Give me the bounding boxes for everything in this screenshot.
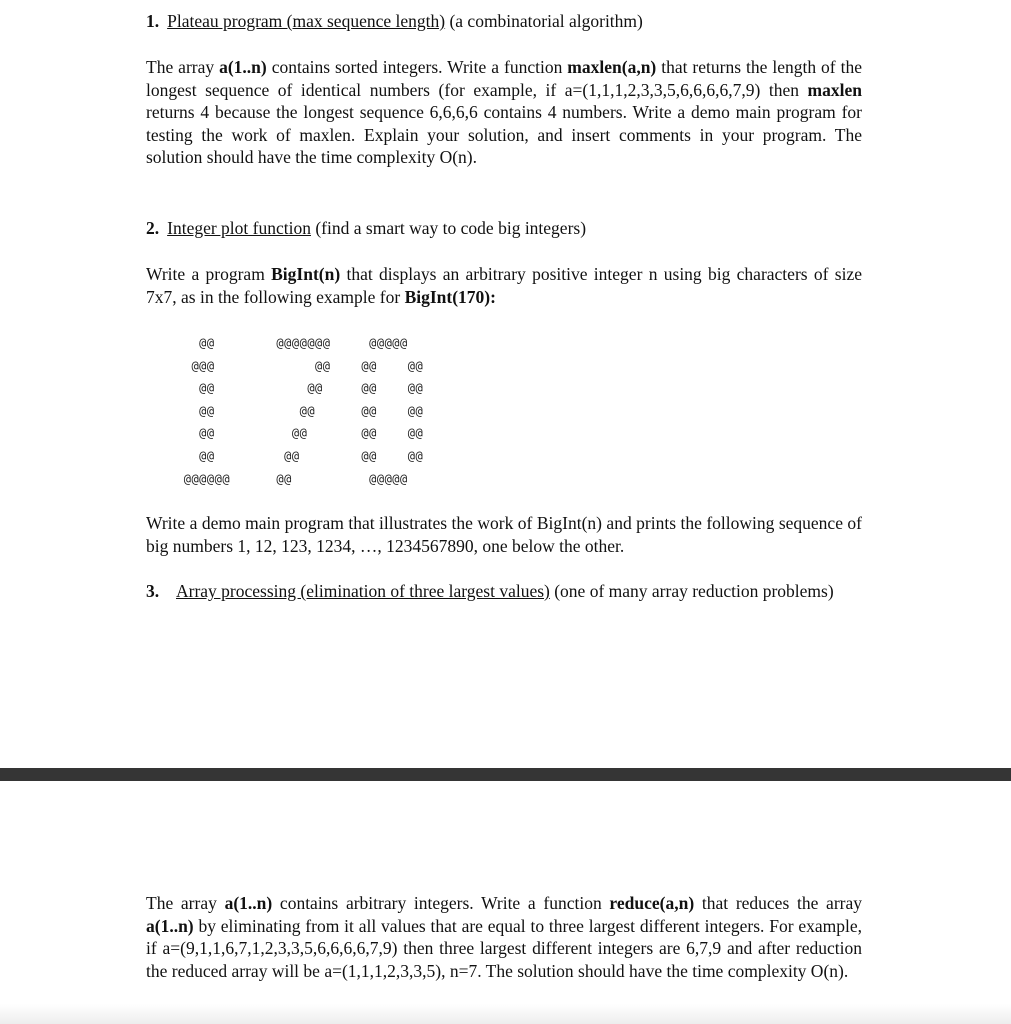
section3-title: Array processing (elimination of three largest values) [176, 581, 550, 601]
text-run-bold: a(1..n) [219, 57, 267, 77]
text-run: that returns the length of the longest sequence of identical numbers (for example, if a=(1,1,1,2,3,3,5,6,6,6,6,7,9) then [146, 57, 862, 100]
section3-number: 3. [146, 581, 160, 601]
text-run-bold: maxlen(a,n) [567, 57, 657, 77]
text-run-bold: BigInt(n) [271, 264, 341, 284]
text-run: that reduces the array [694, 893, 862, 913]
section2-title: Integer plot function [167, 218, 311, 238]
text-run-bold: a(1..n) [146, 915, 194, 936]
text-run: The array [146, 893, 225, 913]
text-run: contains arbitrary integers. Write a function [272, 893, 610, 913]
section2-paragraph-2: Write a demo main program that illustrates the work of BigInt(n) and prints the following sequence of big numbers 1, 12, 123, 1234, …, 1234567890, one below the other. [146, 513, 862, 556]
bottom-shadow [0, 1004, 1011, 1024]
section1-subtitle: (a combinatorial algorithm) [445, 11, 643, 31]
section2-subtitle: (find a smart way to code big integers) [310, 218, 587, 238]
section3-heading [146, 580, 862, 603]
bigint-170-art: @@ @@@@@@@ @@@@@ @@@ @@ @@ @@ @@ @@ @@ @@ @@ @@ @@ @@ @@ @@ @@ @@ @@ @@ @@ @@ @@@@@@ @@ @@@@@ [183, 336, 424, 486]
section1-paragraph [146, 56, 862, 169]
text-run: contains sorted integers. Write a function [266, 57, 568, 77]
section1-number: 1. [146, 11, 160, 31]
text-run: returns 4 because the longest sequence 6,6,6,6 contains 4 numbers. Write a demo main program for testing the work of maxlen. Explain your solution, and insert comments in your program. The solution should have the time complexity O(n). [146, 102, 862, 167]
section3-paragraph [146, 892, 862, 982]
section2-paragraph-1 [146, 263, 862, 308]
text-run: The array [146, 57, 220, 77]
text-run: by eliminating from it all values that are equal to three largest different integers. For example, if a=(9,1,1,6,7,1,2,3,3,5,6,6,6,6,7,9) then three largest different integers are 6,7,9 and after reduction the reduced array will be a=(1,1,1,2,3,3,5), n=7. The solution should have the time complexity O(n). [146, 915, 862, 981]
text-run: that displays an arbitrary positive integer n using big characters of size 7x7, as in the following example for [146, 264, 862, 307]
section1-title: Plateau program (max sequence length) [167, 11, 446, 31]
bigint-example [176, 332, 476, 492]
section1-heading [146, 10, 643, 32]
text-run: Write a program [146, 264, 272, 284]
page-separator [0, 768, 1011, 781]
text-run-bold: maxlen [807, 79, 862, 100]
document-page-2 [0, 781, 1011, 1024]
text-run-bold: BigInt(170): [404, 286, 496, 307]
text-run-bold: reduce(a,n) [609, 893, 695, 913]
section2-number: 2. [146, 218, 160, 238]
section2-heading [146, 217, 586, 239]
text-run-bold: a(1..n) [224, 893, 273, 913]
section3-subtitle: (one of many array reduction problems) [549, 581, 834, 601]
